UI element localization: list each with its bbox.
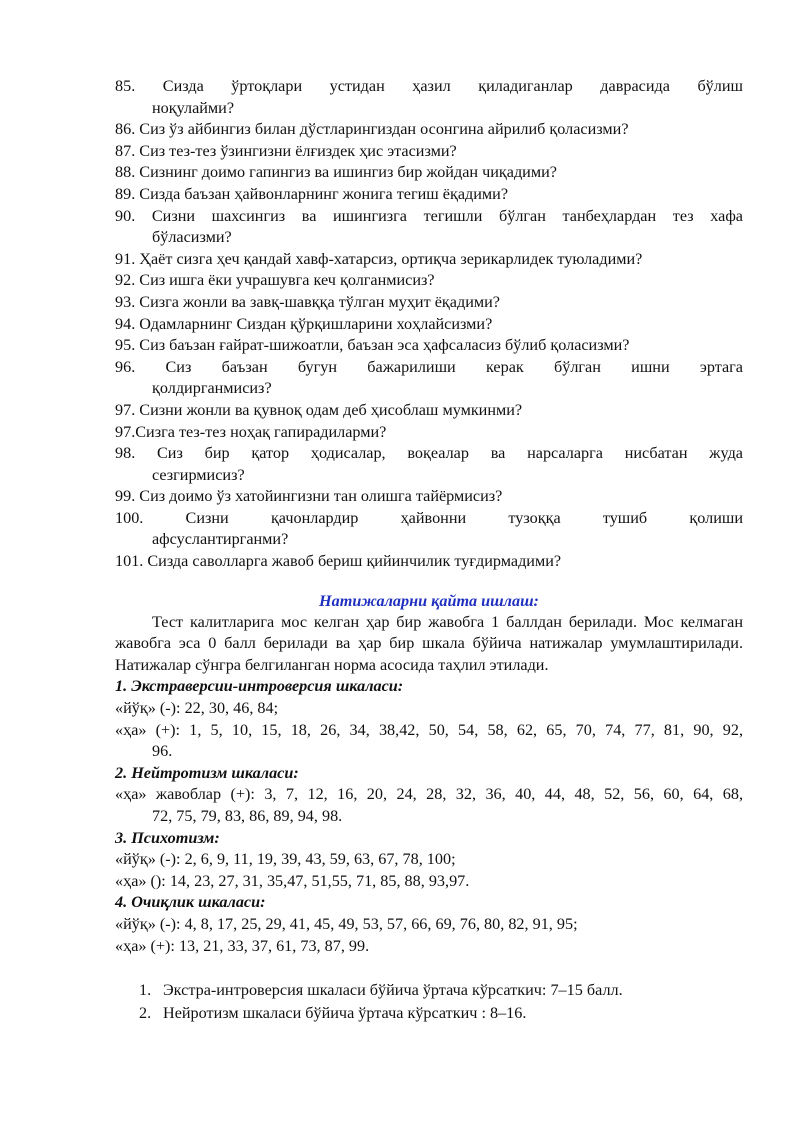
- question-86: [115, 119, 743, 141]
- scale-key-no: «йўқ» (-): 22, 30, 46, 84;: [115, 699, 279, 718]
- question-97b: [115, 422, 743, 444]
- question-text: 98. Сиз бир қатор ҳодисалар, воқеалар ва нарсаларга нисбатан жуда: [115, 444, 743, 463]
- scale-extraversion: [115, 676, 743, 762]
- question-text: 100. Сизни қачонлардир ҳайвонни тузоққа тушиб қолиши: [115, 508, 743, 527]
- question-text: 99. Сиз доимо ўз хатойингизни тан олишга тайёрмисиз?: [115, 487, 503, 506]
- question-continuation: ноқулайми?: [152, 98, 235, 117]
- question-97: [115, 400, 743, 422]
- question-text: 89. Сизда баъзан ҳайвонларнинг жонига тегиш ёқадими?: [115, 184, 509, 203]
- question-text: 90. Сизни шахсингиз ва ишингизга тегишли бўлган танбеҳлардан тез хафа: [115, 206, 743, 225]
- question-text: 101. Сизда саволларга жавоб бериш қийинчилик туғдирмадими?: [115, 552, 562, 571]
- scale-heading: 3. Психотизм:: [115, 828, 220, 847]
- norm-number: 2.: [139, 1004, 152, 1023]
- scale-key-no: «йўқ» (-): 2, 6, 9, 11, 19, 39, 43, 59, 63, 67, 78, 100;: [115, 850, 456, 869]
- norm-item: [139, 979, 743, 1002]
- question-text: 97.Сизга тез-тез ноҳақ гапирадиларми?: [115, 422, 387, 441]
- scale-key-no: «йўқ» (-): 4, 8, 17, 25, 29, 41, 45, 49, 53, 57, 66, 69, 76, 80, 82, 91, 95;: [115, 914, 578, 933]
- scale-heading: 4. Очиқлик шкаласи:: [115, 893, 266, 912]
- question-85: [115, 76, 743, 119]
- scale-openness: [115, 892, 743, 957]
- question-text: 94. Одамларнинг Сиздан қўрқишларини хоҳлайсизми?: [115, 314, 493, 333]
- norm-item: [139, 1002, 743, 1025]
- question-93: [115, 292, 743, 314]
- scale-heading: 1. Экстраверсии-интроверсия шкаласи:: [115, 677, 404, 696]
- question-98: [115, 443, 743, 486]
- question-continuation: афсуслантирганми?: [152, 530, 289, 549]
- questions-list: [115, 76, 743, 573]
- question-text: 85. Сизда ўртоқлари устидан ҳазил қиладиганлар даврасида бўлиш: [115, 77, 743, 95]
- question-88: [115, 162, 743, 184]
- question-100: [115, 508, 743, 551]
- page-content: [115, 76, 743, 1025]
- norm-text: Нейротизм шкаласи бўйича ўртача кўрсаткич : 8–16.: [163, 1004, 527, 1023]
- question-96: [115, 357, 743, 400]
- question-94: [115, 314, 743, 336]
- question-text: 87. Сиз тез-тез ўзингизни ёлғиздек ҳис этасизми?: [115, 141, 457, 160]
- question-continuation: қолдирганмисиз?: [152, 379, 272, 398]
- question-text: 96. Сиз баъзан бугун бажарилиши керак бўлган ишни эртага: [115, 357, 743, 376]
- scale-psychoticism: [115, 828, 743, 893]
- norm-number: 1.: [139, 981, 152, 1000]
- scale-neuroticism: [115, 763, 743, 828]
- question-text: 91. Ҳаёт сизга ҳеч қандай хавф-хатарсиз, ортиқча зерикарлидек туюладими?: [115, 249, 643, 268]
- norms-list: [115, 979, 743, 1025]
- question-text: 93. Сизга жонли ва завқ-шавққа тўлган муҳит ёқадими?: [115, 292, 500, 311]
- question-continuation: сезгирмисиз?: [152, 465, 245, 484]
- scale-key-yes: «ҳа» (): 14, 23, 27, 31, 35,47, 51,55, 71, 85, 88, 93,97.: [115, 871, 470, 890]
- question-90: [115, 206, 743, 249]
- question-text: 97. Сизни жонли ва қувноқ одам деб ҳисоблаш мумкинми?: [115, 400, 523, 419]
- norm-text: Экстра-интроверсия шкаласи бўйича ўртача кўрсаткич: 7–15 балл.: [163, 981, 623, 1000]
- question-text: 88. Сизнинг доимо гапингиз ва ишингиз бир жойдан чиқадими?: [115, 163, 557, 182]
- question-89: [115, 184, 743, 206]
- results-intro: Тест калитларига мос келган ҳар бир жавобга 1 баллдан берилади. Мос келмаган жавобга эса 0 балл берилади ва ҳар бир шкала бўйича натижалар умумлаштирилади. Натижалар сўнгра белгиланган норма асосида таҳлил этилади.: [115, 612, 743, 674]
- results-heading: Натижаларни қайта ишлаш:: [319, 591, 539, 610]
- scale-key-yes: «ҳа» (+): 13, 21, 33, 37, 61, 73, 87, 99.: [115, 936, 370, 955]
- question-99: [115, 486, 743, 508]
- scale-key-yes: «ҳа» жавоблар (+): 3, 7, 12, 16, 20, 24, 28, 32, 36, 40, 44, 48, 52, 56, 60, 64, 68, 72, 75, 79, 83, 86, 89, 94, 98.: [115, 785, 743, 825]
- scale-key-yes: «ҳа» (+): 1, 5, 10, 15, 18, 26, 34, 38,42, 50, 54, 58, 62, 65, 70, 74, 77, 81, 90, 92, 96.: [115, 720, 743, 761]
- question-87: [115, 141, 743, 163]
- scale-heading: 2. Нейтротизм шкаласи:: [115, 763, 299, 782]
- question-95: [115, 335, 743, 357]
- question-text: 86. Сиз ўз айбингиз билан дўстларингиздан осонгина айрилиб қоласизми?: [115, 120, 629, 139]
- question-continuation: бўласизми?: [152, 228, 232, 247]
- question-91: [115, 249, 743, 271]
- question-text: 95. Сиз баъзан ғайрат-шижоатли, баъзан эса ҳафсаласиз бўлиб қоласизми?: [115, 336, 630, 355]
- question-92: [115, 270, 743, 292]
- question-101: [115, 551, 743, 573]
- question-text: 92. Сиз ишга ёки учрашувга кеч қолганмисиз?: [115, 271, 435, 290]
